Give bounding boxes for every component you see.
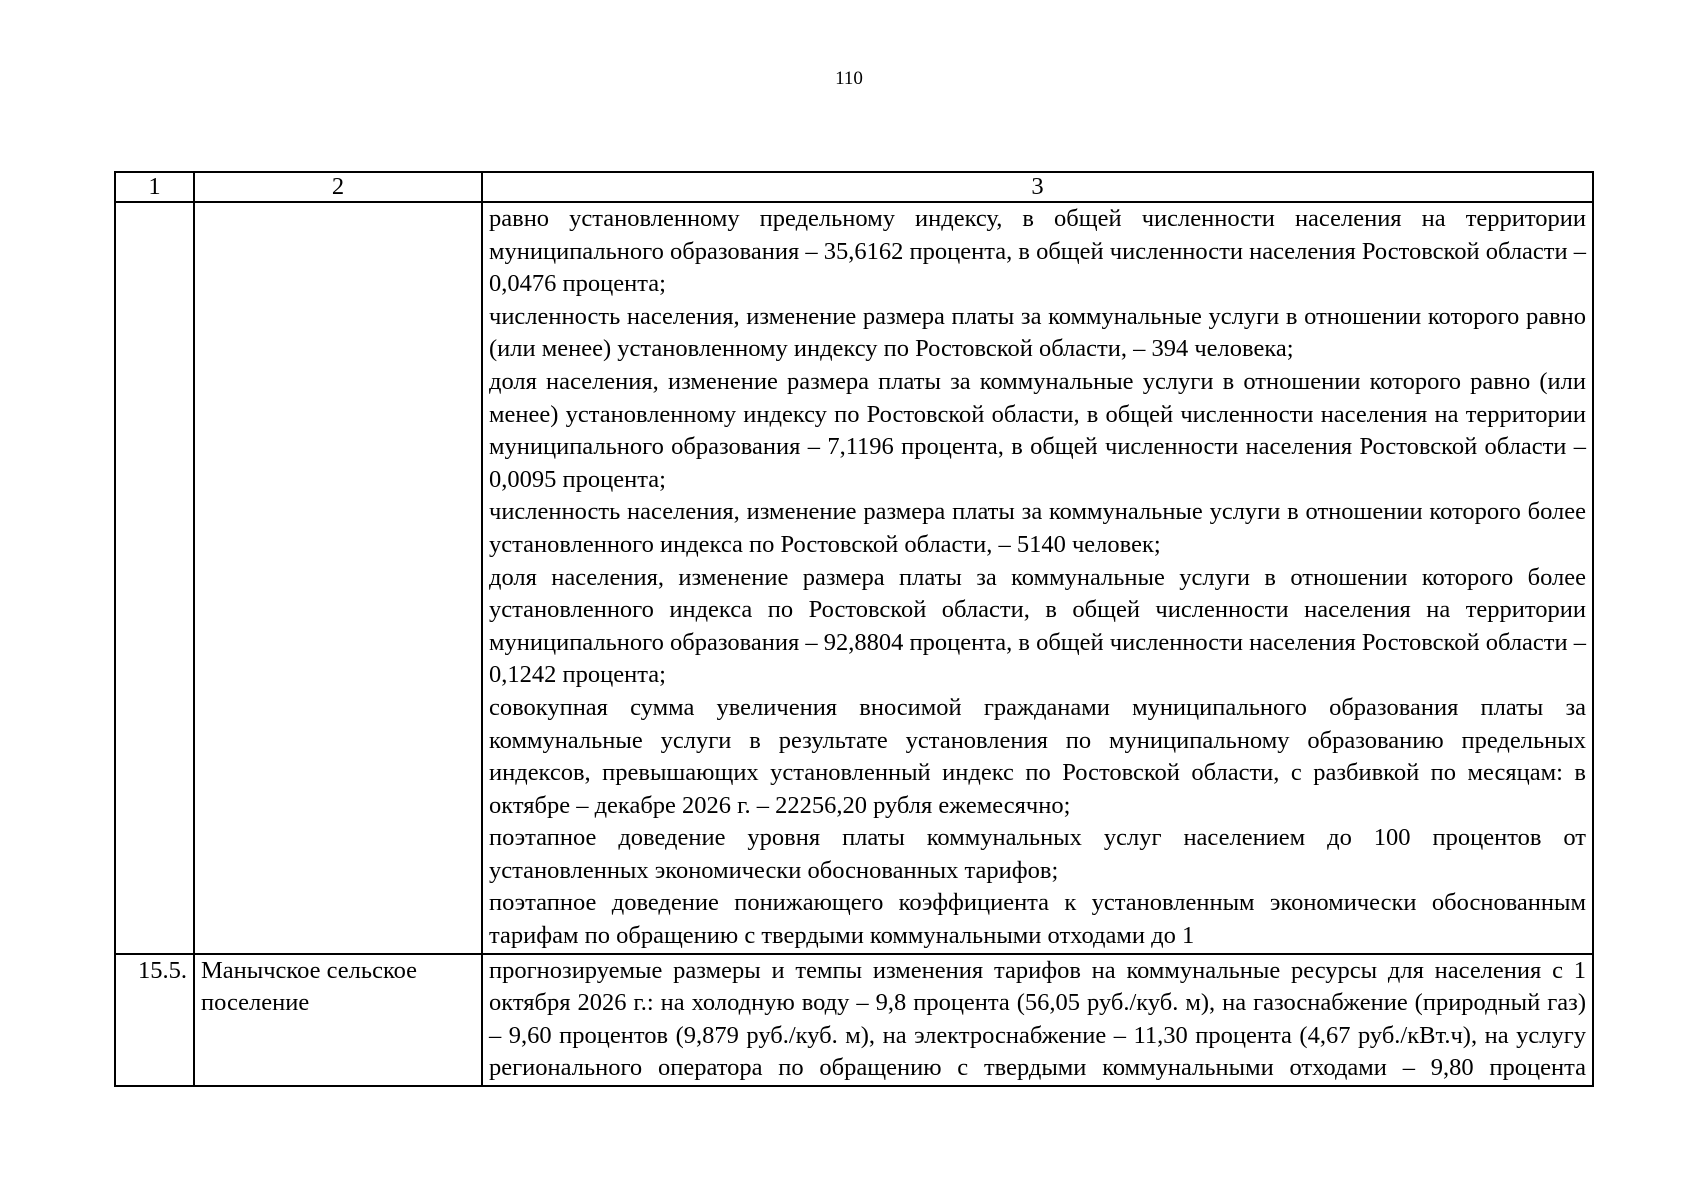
page-number: 110: [835, 68, 863, 89]
row-text-cell: [482, 954, 1593, 1086]
column-header-3: 3: [482, 172, 1593, 202]
paragraph: доля населения, изменение размера платы за коммунальные услуги в отношении которого более установленного индекса по Ростовской области, в общей численности населения на территории муниципального образования – 92,8804 процента, в общей численности населения Ростовской области – 0,1242 процента;: [489, 563, 1586, 689]
row-number-cell: 15.5.: [115, 954, 194, 1086]
row-number-cell: [115, 202, 194, 954]
paragraph: поэтапное доведение уровня платы коммунальных услуг населением до 100 процентов от установленных экономически обоснованных тарифов;: [489, 824, 1586, 884]
paragraph: численность населения, изменение размера платы за коммунальные услуги в отношении которого равно (или менее) установленному индексу по Ростовской области, – 394 человека;: [489, 302, 1586, 363]
row-text-cell: [482, 202, 1593, 954]
paragraph: совокупная сумма увеличения вносимой гражданами муниципального образования платы за коммунальные услуги в результате установления по муниципальному образованию предельных индексов, превышающих установленный индекс по Ростовской области, с разбивкой по месяцам: в октябре – декабре 2026 г. – 22256,20 рубля ежемесячно;: [489, 693, 1586, 819]
document-table: [114, 171, 1594, 1087]
paragraph: поэтапное доведение понижающего коэффициента к установленным экономически обоснованным тарифам по обращению с твердыми коммунальными отходами до 1: [489, 889, 1586, 950]
table-row: [115, 202, 1593, 954]
table-row: [115, 954, 1593, 1086]
paragraph: прогнозируемые размеры и темпы изменения тарифов на коммунальные ресурсы для населения с 1 октября 2026 г.: на холодную воду – 9,8 процента (56,05 руб./куб. м), на газоснабжение (природный газ) – 9,60 процентов (9,879 руб./куб. м), на электроснабжение – 11,30 процента (4,67 руб./кВт.ч), на услугу регионального оператора по обращению с твердыми коммунальными отходами – 9,80 процента: [489, 956, 1586, 1082]
paragraph: доля населения, изменение размера платы за коммунальные услуги в отношении которого равно (или менее) установленному индексу по Ростовской области, в общей численности населения на территории муниципального образования – 7,1196 процента, в общей численности населения Ростовской области – 0,0095 процента;: [489, 367, 1586, 493]
column-header-2: 2: [194, 172, 482, 202]
paragraph: численность населения, изменение размера платы за коммунальные услуги в отношении которого более установленного индекса по Ростовской области, – 5140 человек;: [489, 498, 1586, 558]
table-header-row: [115, 172, 1593, 202]
column-header-1: 1: [115, 172, 194, 202]
paragraph: равно установленному предельному индексу, в общей численности населения на территории муниципального образования – 35,6162 процента, в общей численности населения Ростовской области – 0,0476 процента;: [489, 205, 1586, 298]
row-name-cell: [194, 202, 482, 954]
row-name-cell: Манычское сельское поселение: [194, 954, 482, 1086]
